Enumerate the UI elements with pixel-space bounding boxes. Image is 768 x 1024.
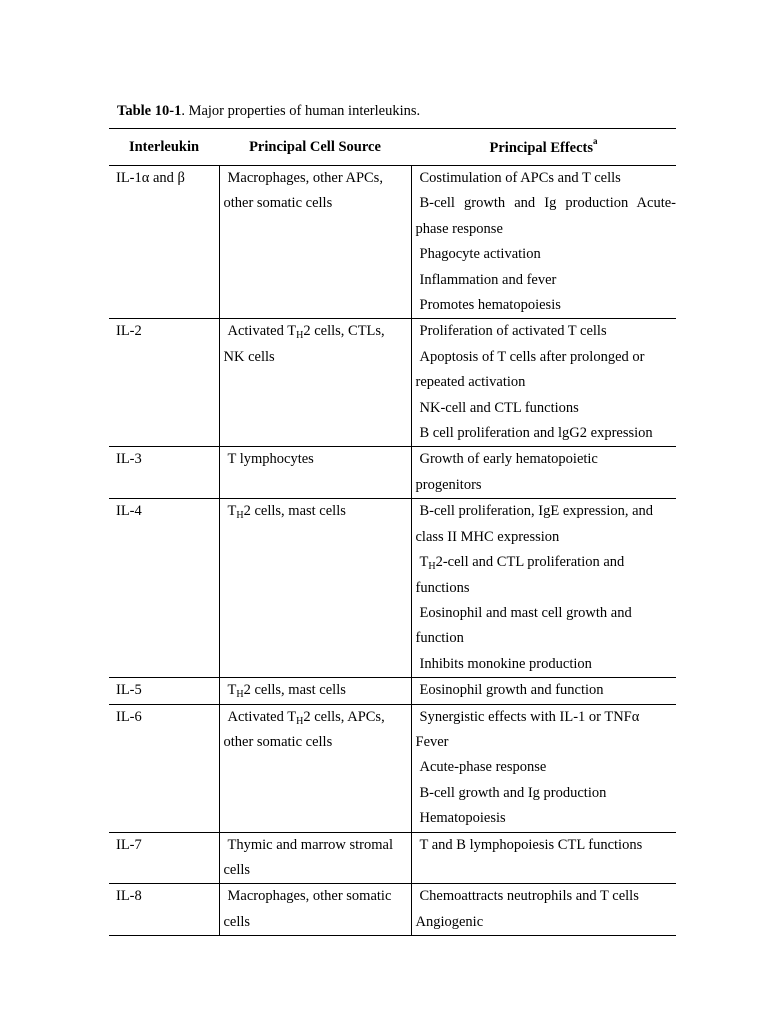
source-cell — [219, 704, 411, 832]
source-line: Activated $T_H2$ cells, CTLs, — [227, 323, 385, 342]
effect-line: Fever — [415, 733, 449, 750]
effects-cell — [411, 499, 676, 678]
table-row — [109, 166, 676, 319]
effect-line: Costimulation of APCs and T cells — [419, 170, 621, 186]
effect-line: phase response — [415, 220, 503, 237]
effect-line: Hematopoiesis — [419, 810, 506, 827]
interleukin-cell: IL-6 — [109, 704, 219, 832]
table-title: . Major properties of human interleukins. — [181, 103, 421, 119]
interleukin-cell: IL-2 — [109, 319, 219, 447]
table-row — [109, 319, 676, 447]
effect-line: Inflammation and fever — [419, 271, 557, 288]
source-line: $T_H2$ cells, mast cells — [227, 503, 346, 522]
source-cell — [219, 447, 411, 499]
effect-line: Proliferation of activated T cells — [419, 323, 607, 340]
effect-line: Promotes hematopoiesis — [419, 297, 561, 314]
effect-line: B-cell growth and Ig production — [419, 784, 607, 801]
source-line: cells — [223, 913, 251, 930]
effect-line: functions — [415, 579, 470, 596]
interleukin-cell: IL-8 — [109, 884, 219, 936]
effect-line: Eosinophil and mast cell growth and — [419, 604, 632, 621]
effect-line: NK-cell and CTL functions — [419, 399, 579, 416]
effects-cell — [411, 832, 676, 884]
interleukin-cell: IL-4 — [109, 499, 219, 678]
source-cell — [219, 319, 411, 447]
header-cell-source: Principal Cell Source — [219, 129, 411, 166]
interleukin-cell: IL-1α and β — [109, 166, 219, 319]
effect-line: progenitors — [415, 476, 482, 493]
effect-line: Acute-phase response — [419, 759, 547, 776]
effect-line: repeated activation — [415, 374, 526, 391]
source-cell — [219, 832, 411, 884]
source-cell — [219, 499, 411, 678]
effects-cell — [411, 704, 676, 832]
effects-cell — [411, 319, 676, 447]
effects-cell — [411, 166, 676, 319]
interleukin-cell: IL-7 — [109, 832, 219, 884]
table-row — [109, 678, 676, 704]
source-line: other somatic cells — [223, 733, 333, 750]
interleukin-cell: IL-5 — [109, 678, 219, 704]
table-row — [109, 832, 676, 884]
source-line: $T_H2$ cells, mast cells — [227, 682, 346, 701]
effect-line: Eosinophil growth and function — [419, 682, 604, 699]
source-line: other somatic cells — [223, 195, 333, 212]
header-effects-label: Principal Effects — [489, 139, 593, 156]
source-line: Macrophages, other APCs, — [227, 170, 383, 186]
header-effects — [411, 129, 676, 166]
source-line: Thymic and marrow stromal — [227, 836, 393, 853]
interleukin-table — [109, 128, 676, 936]
source-cell — [219, 678, 411, 704]
table-row — [109, 704, 676, 832]
effect-line: B-cell growth and Ig production Acute- — [419, 195, 676, 212]
effect-line: Inhibits monokine production — [419, 655, 592, 672]
table-row — [109, 499, 676, 678]
source-line: Macrophages, other somatic — [227, 888, 392, 905]
source-line: T lymphocytes — [227, 451, 314, 468]
effect-line: B-cell proliferation, IgE expression, and — [419, 503, 654, 520]
header-row — [109, 129, 676, 166]
effect-line: Angiogenic — [415, 913, 484, 930]
source-line: Activated $T_H2$ cells, APCs, — [227, 708, 385, 727]
header-interleukin: Interleukin — [109, 129, 219, 166]
source-line: NK cells — [223, 348, 275, 365]
source-line: cells — [223, 861, 251, 878]
table-caption — [117, 102, 420, 120]
effect-line: T and B lymphopoiesis CTL functions — [419, 836, 643, 853]
effect-line: Apoptosis of T cells after prolonged or — [419, 348, 645, 365]
footnote-marker: a — [593, 135, 598, 146]
table-row — [109, 447, 676, 499]
table-label: Table 10-1 — [117, 103, 182, 119]
effect-line: Growth of early hematopoietic — [419, 451, 598, 468]
effects-cell — [411, 447, 676, 499]
effect-line: Chemoattracts neutrophils and T cells — [419, 888, 639, 905]
effect-line: B cell proliferation and lgG2 expression — [419, 425, 653, 442]
effects-cell — [411, 884, 676, 936]
source-cell — [219, 884, 411, 936]
effects-cell — [411, 678, 676, 704]
source-cell — [219, 166, 411, 319]
effect-line: function — [415, 630, 464, 647]
effect-line: Synergistic effects with IL-1 or TNFα — [419, 708, 640, 725]
effect-line: class II MHC expression — [415, 528, 560, 545]
table-row — [109, 884, 676, 936]
interleukin-cell: IL-3 — [109, 447, 219, 499]
effect-line: $T_H2$-cell and CTL proliferation and — [419, 554, 625, 573]
effect-line: Phagocyte activation — [419, 246, 541, 263]
